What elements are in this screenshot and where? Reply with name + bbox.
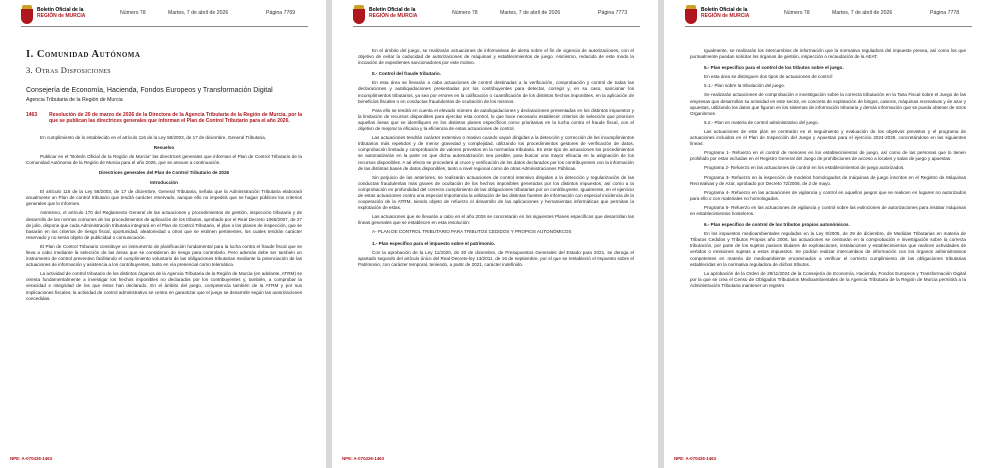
- subsection-title: 3. Otras Disposiciones: [26, 65, 111, 75]
- directrices-title: Directrices generales del Plan de Control Tributario de 2026: [98, 169, 230, 175]
- resolution-number: 1463: [26, 112, 38, 118]
- paragraph: El artículo 116 de la Ley 58/2003, de 17 de diciembre, General Tributaria, señala que la Administración Tributaria elaborará anualmente un Plan de control tributario que tendrá carácter reservado, aunque ello no impedirá que se hagan públicos los criterios generales que lo informen.: [26, 189, 302, 207]
- paragraph: La aprobación de la Orden de 29/11/2024 de la Consejería de Economía, Hacienda, Fondos Europeos y Transformación Digital por la que se crea el Censo de Obligados Tributarios Medioambientales de la Agencia Tributaria de la Región de Murcia permitirá a la Administración Tributaria mantener un registro: [690, 270, 966, 288]
- issue-number: Número 78: [452, 10, 478, 16]
- plan-heading: A- PLAN DE CONTROL TRIBUTARIO PARA TRIBUTOS CEDIDOS Y PROPIOS AUTONÓMICOS: [372, 229, 572, 235]
- paragraph: Las actuaciones que se llevarán a cabo en el año 2026 se concretarán en los siguientes Planes específicos que desarrollan las líneas generales que se establecen en esta resolución:: [358, 214, 634, 226]
- paragraph: Programa 3- Refuerzo en la inspección de modelos homologados de máquinas de juego inscritos en el Registro de Máquinas Recreativas y de Azar, aprobado por Decreto 72/2008, de 2 de mayo.: [690, 174, 966, 186]
- page-number: Página 7769: [266, 10, 296, 16]
- paragraph: Programa 1- Refuerzo en el control de menores en los establecimientos de juego, así como de las personas que lo tienen prohibido por estar incluidas en el Registro General del Juego de prohibiciones de acceso a locales y salas de juego y apuestas.: [690, 150, 966, 162]
- paragraph: Programa 4- Refuerzo en las actuaciones de vigilancia y control en aquellos juegos que se realicen en lugares no autorizados para ello o con materiales no homologados.: [690, 189, 966, 201]
- section-heading: 1.- Plan específico para el impuesto sobre el patrimonio.: [372, 240, 496, 246]
- paragraph: Se realizarán actuaciones de comprobación e investigación sobre la correcta tributación en la Tasa Fiscal sobre el Juego de las empresas que desarrollan su actividad en este sector, en concreto de explotación de bingos, casinos, máquinas recreativas y de azar y apuestas, utilizando los datos que figuran en los sistemas de información tributaria y demás información que se pueda obtener de otros Organismos.: [690, 92, 966, 116]
- section-heading: 6.- Plan específico de control de los tributos propios autonómicos.: [704, 222, 850, 228]
- paragraph: Programa 5- Refuerzo en las actuaciones de vigilancia y control sobre las extinciones de autorizaciones para instalar máquinas en establecimientos hosteleros.: [690, 204, 966, 216]
- issue-number: Número 78: [784, 10, 810, 16]
- document-page-3: [664, 0, 990, 468]
- boletin-name: Boletín Oficial de la REGIÓN de MURCIA: [369, 7, 418, 19]
- page-header: [332, 0, 658, 34]
- section-heading: 5.- Plan específico para el control de los tributos sobre el juego.: [704, 65, 844, 71]
- document-page-2: [332, 0, 658, 468]
- paragraph: En los impuestos medioambientales regulados en la Ley 9/2005, de 29 de diciembre, de Medidas Tributarias en materia de Tributos Cedidos y Tributos Propios año 2006, las actuaciones se centrarán en la comprobación e investigación sobre la correcta tributación, por parte de los sujetos pasivos titulares de explotaciones, instalaciones y establecimientos que realicen actividades de vertidos o emisiones sujetas a estos impuestos. Se podrán realizar intercambios de información con los órganos administrativos competentes en materia de medioambiente encaminados a verificar el correcto cumplimiento de las obligaciones tributarias establecidas en la normativa reguladora de dichos tributos.: [690, 231, 966, 267]
- issue-number: Número 78: [120, 10, 146, 16]
- paragraph: Las actuaciones tendrán carácter extensivo o masivo cuando vayan dirigidas a la detección y corrección de los incumplimientos tributarios más repetidos y de menor gravedad y complejidad, utilizando los procedimientos gestores de verificación de datos, comprobación limitada y comprobación de valores previstos en la normativa tributaria. En este tipo de actuaciones los procedimientos se automatizarán en la parte en que dicha automatización sea posible, para buscar una mayor eficacia en la asignación de los recursos disponibles. A tal efecto se procederá al cruce y verificación de los datos declarados por los contribuyentes con la información de las distintas bases de datos disponibles, tanto a nivel regional como de otras Administraciones Públicas.: [358, 135, 634, 171]
- paragraph: En el ámbito del juego, se realizarán actuaciones de informativas de alerta sobre el fin de vigencia de autorizaciones, con el objetivo de evitar la caducidad de autorizaciones de máquinas y establecimientos de juego. Asimismo, reducido de este modo la incoación de expedientes sancionadores por este motivo.: [358, 48, 634, 66]
- page-body: [358, 48, 634, 271]
- npe-code: NPE: A-070426-1463: [674, 456, 717, 461]
- document-page-1: [0, 0, 326, 468]
- page-header: [0, 0, 326, 34]
- resolution-title: Resolución de 20 de marzo de 2026 de la Directora de la Agencia Tributaria de la Región de Murcia, por la que se publican las directrices generales que informan el Plan de Control Tributario para el año 2026.: [49, 112, 302, 125]
- paragraph: Asimismo, el artículo 170 del Reglamento General de las actuaciones y procedimientos de gestión, inspección tributaria y de desarrollo de las normas comunes de los procedimientos de aplicación de los tributos, aprobado por el Real Decreto 1065/2007, de 27 de julio, dispone que cada Administración tributaria integrará en el Plan de Control Tributario, el plan o los planes de inspección, que se basarán en los criterios de riesgo fiscal, oportunidad, aleatoriedad u otros que se estimen pertinentes, los cuales tendrán carácter reservado y no serán objeto de publicidad o comunicación.: [26, 210, 302, 240]
- page-body: [26, 36, 302, 305]
- resuelvo-heading: Resuelvo: [153, 144, 175, 150]
- paragraph: La actividad de control tributario de los distintos órganos de la Agencia Tributaria de la Región de Murcia (en adelante, ATRM) se orienta fundamentalmente a investigar los hechos imponibles no declarados por los contribuyentes y, también, a comprobar la veracidad e integridad de los que éstos han declarado. En el ámbito del juego, competencia también de la ATRM y por sus implicaciones fiscales, la actividad de control administrativo se centra en garantizar que el juego se desarrolle según las autorizaciones concedidas.: [26, 271, 302, 301]
- section-title: I. Comunidad Autónoma: [26, 49, 141, 60]
- header-divider: [21, 26, 308, 27]
- resolution-header: [26, 112, 302, 125]
- paragraph: Las actuaciones de este plan se centrarán en el seguimiento y evaluación de los objetivos previstos y el programa de actuaciones incluidos en el Plan de Inspección del Juego y Apuestas para el ejercicio 2024-2026, concretándose en las siguientes líneas:: [690, 128, 966, 147]
- agency-name: Agencia Tributaria de la Región de Murcia: [26, 97, 123, 103]
- issue-date: Martes, 7 de abril de 2026: [500, 10, 561, 16]
- publish-paragraph: Publicar en el “Boletín Oficial de la Región de Murcia” las directrices generales que informan el Plan de Control Tributario de la Comunidad Autónoma de la Región de Murcia para el año 2026, que se anexan a continuación.: [26, 153, 302, 165]
- region-murcia-logo: [685, 5, 697, 24]
- paragraph: El Plan de Control Tributario constituye un instrumento de planificación fundamental para la lucha contra el fraude fiscal que se lleva a cabo mediante la selección de las áreas que se consideran de riesgo para controlarlo. Pero además debe ser también un instrumento de control preventivo facilitando el cumplimiento voluntario de las obligaciones tributarias mediante la potenciación de las actuaciones de información y asistencia a los contribuyentes, tanto en vía presencial como telemática.: [26, 243, 302, 268]
- header-divider: [353, 26, 640, 27]
- npe-code: NPE: A-070426-1463: [342, 456, 385, 461]
- region-murcia-logo: [353, 5, 365, 24]
- paragraph: Programa 2- Refuerzo en las actuaciones de control en los establecimientos de juego autorizados.: [704, 165, 905, 171]
- issue-date: Martes, 7 de abril de 2026: [832, 10, 893, 16]
- paragraph: Para ello se tendrá en cuenta el elevado número de autoliquidaciones y declaraciones presentadas en los distintos impuestos y la limitación de recursos disponibles para ejercitar esta control, lo que hace necesario establecer criterios de selección que prioricen aquellas áreas que se identifiquen en los distintos planes específicos como prioritarias en la lucha contra el fraude fiscal, con el objetivo de mejorar la eficacia y la eficiencia de estas actuaciones de control.: [358, 107, 634, 132]
- section-heading: II.- Control del fraude tributario.: [372, 71, 441, 77]
- boletin-name: Boletín Oficial de la REGIÓN de MURCIA: [701, 7, 750, 19]
- paragraph: En esta área se llevarán a cabo actuaciones de control destinadas a la verificación, comprobación y control de todas las declaraciones y autoliquidaciones presentadas por los contribuyentes para detectar, corregir y, en su caso, sancionar los incumplimientos tributarios, ya sea por errores en la calificación o cuantificación de los distintos hechos imponibles, en la aplicación de beneficios fiscales o en conductas fraudulentas de ocultación de los mismos.: [358, 80, 634, 104]
- paragraph: Con la aprobación de la Ley 11/2020, de 30 de diciembre, de Presupuestos Generales del Estado para 2021, se deroga el apartado segundo del artículo único del Real Decreto-ley 13/2011, de 16 de septiembre, por el que se restableció el Impuesto sobre el Patrimonio, con carácter temporal, teniendo, a partir de 2021, carácter indefinido.: [358, 249, 634, 267]
- paragraph: Igualmente, se realizarán los intercambios de información que la normativa reguladora del impuesto prevea, así como los que puntualmente puedan solicitar los órganos de gestión, inspección o recaudación de la AEAT.: [690, 48, 966, 60]
- paragraph: 5.2.- Plan en materia de control administrativo del juego.: [704, 119, 819, 125]
- page-body: [690, 48, 966, 292]
- consejeria-name: Consejería de Economía, Hacienda, Fondos Europeos y Transformación Digital: [26, 87, 273, 94]
- page-number: Página 7778: [930, 10, 960, 16]
- boletin-name: Boletín Oficial de la REGIÓN de MURCIA: [37, 7, 86, 19]
- paragraph: 5.1.- Plan sobre la tributación del juego.: [704, 83, 785, 89]
- paragraph: En esta área se distinguen dos tipos de actuaciones de control:: [704, 74, 833, 80]
- introduccion-heading: Introducción: [150, 180, 178, 186]
- intro-paragraph: En cumplimiento de lo establecido en el artículo 116 de la Ley 58/2003, de 17 de diciembre, General Tributaria,: [40, 134, 266, 140]
- page-number: Página 7773: [598, 10, 628, 16]
- npe-code: NPE: A-070426-1463: [10, 456, 53, 461]
- region-murcia-logo: [21, 5, 33, 24]
- issue-date: Martes, 7 de abril de 2026: [168, 10, 229, 16]
- paragraph: Sin perjuicio de las anteriores, se realizarán actuaciones de control intensivo dirigidas a la detección y regularización de las conductas fraudulentas más graves de ocultación de los hechos imponibles generados por los distintos impuestos, así como a la comprobación en profundidad del correcto cumplimiento de las obligaciones tributarias por un contribuyente. Igualmente, en el ejercicio de estas actuaciones contra una especial importancia la utilización de las distintas fuentes de información con especial incidencia de la cooperación de la ATRM, siendo objeto de refuerzo el desarrollo de las aplicaciones y herramientas informáticas que permitan la explotación de estas.: [358, 174, 634, 211]
- header-divider: [685, 26, 972, 27]
- page-header: [664, 0, 990, 34]
